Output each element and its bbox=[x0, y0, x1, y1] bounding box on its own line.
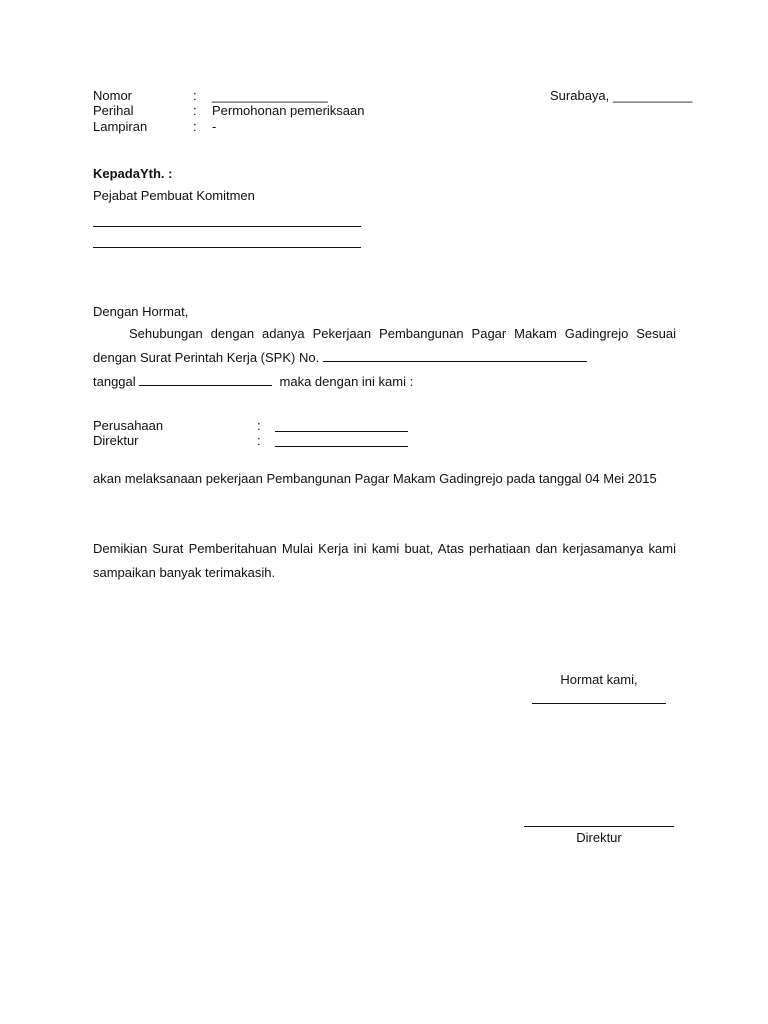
nomor-label: Nomor bbox=[93, 88, 133, 103]
lampiran-value: - bbox=[212, 119, 217, 134]
nomor-colon: : bbox=[193, 88, 197, 103]
paragraph-intro bbox=[93, 322, 676, 369]
perihal-label: Perihal bbox=[93, 103, 134, 118]
perusahaan-label: Perusahaan bbox=[93, 418, 164, 433]
direktur-label: Direktur bbox=[93, 433, 139, 448]
greeting: Dengan Hormat, bbox=[93, 304, 189, 319]
tanggal-label: tanggal bbox=[93, 374, 136, 389]
spk-number-blank bbox=[323, 349, 587, 362]
perihal-colon: : bbox=[193, 103, 197, 118]
signatory-title: Direktur bbox=[576, 830, 622, 845]
regards: Hormat kami, bbox=[560, 672, 638, 687]
direktur-colon: : bbox=[257, 433, 261, 448]
recipient-address-line-2 bbox=[93, 247, 361, 248]
regards-line bbox=[532, 703, 666, 704]
paragraph-schedule: akan melaksanaan pekerjaan Pembangunan Pagar Makam Gadingrejo pada tanggal 04 Mei 2015 bbox=[93, 471, 657, 486]
recipient-name: Pejabat Pembuat Komitmen bbox=[93, 188, 255, 203]
lampiran-label: Lampiran bbox=[93, 119, 148, 134]
lampiran-colon: : bbox=[193, 119, 197, 134]
paragraph-intro-line3 bbox=[93, 373, 413, 390]
tanggal-blank bbox=[139, 373, 272, 386]
place-date: Surabaya, ___________ bbox=[550, 88, 693, 103]
recipient-address-line-1 bbox=[93, 226, 361, 227]
paragraph-intro-text: Sehubungan dengan adanya Pekerjaan Pembangunan Pagar Makam Gadingrejo Sesuai dengan Surat Perintah Kerja (SPK) No. bbox=[93, 326, 676, 365]
recipient-salutation: KepadaYth. : bbox=[93, 166, 173, 181]
paragraph-closing: Demikian Surat Pemberitahuan Mulai Kerja ini kami buat, Atas perhatiaan dan kerjasamanya kami sampaikan banyak terimakasih. bbox=[93, 541, 676, 580]
signature-line bbox=[524, 826, 674, 827]
direktur-blank bbox=[275, 446, 408, 447]
perusahaan-colon: : bbox=[257, 418, 261, 433]
paragraph-intro-end: maka dengan ini kami : bbox=[279, 374, 414, 389]
perusahaan-blank bbox=[275, 431, 408, 432]
perihal-value: Permohonan pemeriksaan bbox=[212, 103, 365, 118]
nomor-value: ________________ bbox=[212, 88, 328, 103]
